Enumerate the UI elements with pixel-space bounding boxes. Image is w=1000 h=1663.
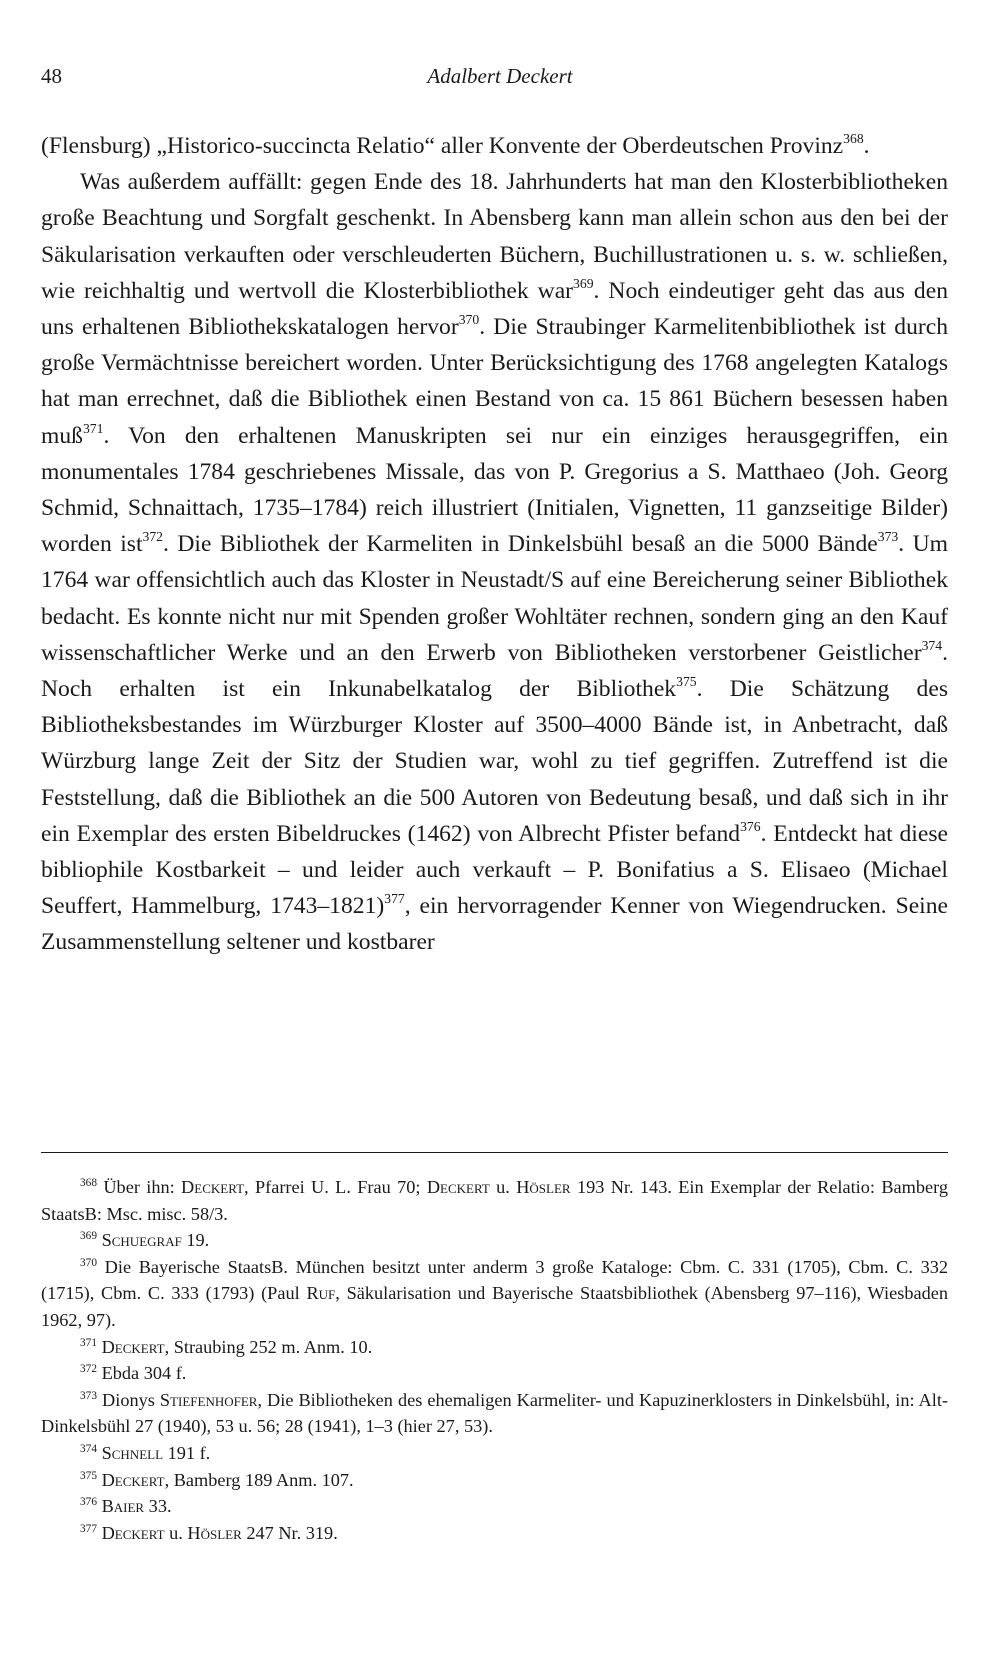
footnote-ref[interactable]: 377	[384, 891, 405, 907]
footnote-number: 375	[80, 1469, 97, 1482]
footnote-369	[41, 1227, 948, 1254]
footnote-ref[interactable]: 374	[921, 638, 943, 653]
footnote-ref[interactable]: 368	[843, 131, 864, 147]
text-run: Dionys	[102, 1389, 160, 1410]
footnote-368	[41, 1174, 948, 1227]
text-run: . Die Schätzung des Bibliotheksbestandes im Würzburger Kloster auf 3500–4000 Bände ist, in Anbetracht, daß Würzburg lange Zeit der Sitz der Studien war, wohl zu tief gegriffen. Zutreffend ist die Feststellung, daß die Bibliothek an die 500 Autoren von Bedeutung besaß, und daß sich in ihr ein Exemplar des ersten Bibeldruckes (1462) von Albrecht Pfister befand	[41, 676, 949, 847]
text-run: 191 f.	[163, 1442, 211, 1463]
text-run: 33.	[144, 1496, 172, 1517]
text-run: . Um 1764 war offensichtlich auch das Kloster in Neustadt/S auf eine Bereicherung seiner Bibliothek bedacht. Es konnte nicht nur mit Spenden großer Wohltäter rechnen, sondern ging an den Kauf wissenschaftlicher Werke und an den Erwerb von Bibliotheken verstorbener Geistlicher	[41, 531, 949, 666]
text-run: Ebda 304 f.	[101, 1363, 187, 1384]
text-run: Was außerdem auffällt: gegen Ende des 18. Jahrhunderts hat man den Klosterbibliotheken große Beachtung und Sorgfalt geschenkt. In Abensberg kann man allein schon aus den bei der Säkularisation verkauften oder verschleuderten Büchern, Buchillustrationen u. s. w. schließen, wie reichhaltig und wertvoll die Klosterbibliothek war	[41, 169, 948, 304]
running-head: Adalbert Deckert	[427, 64, 573, 88]
author-name: Baier	[101, 1496, 145, 1517]
author-name: Deckert	[101, 1469, 165, 1490]
footnote-number: 370	[80, 1256, 97, 1269]
author-name: Schnell	[101, 1442, 164, 1463]
text-run: . Entdeckt hat diese bibliophile Kostbarkeit – und leider auch verkauft – P. Bonifatius a S. Elisaeo (Michael Seuffert, Hammelburg, 1743–1821)	[41, 820, 948, 920]
author-name: Deckert	[101, 1522, 165, 1543]
footnote-ref[interactable]: 370	[458, 312, 480, 328]
text-run: , Säkularisation und Bayerische Staatsbibliothek (Abensberg 97–116), Wiesbaden 1962, 97).	[41, 1283, 949, 1330]
footnote-ref[interactable]: 373	[877, 529, 899, 545]
footnote-374	[41, 1440, 948, 1467]
text-run: , Die Bibliotheken des ehemaligen Karmeliter- und Kapuzinerklosters in Dinkelsbühl, in: Alt-Dinkelsbühl 27 (1940), 53 u. 56; 28 (1941), 1–3 (hier 27, 53).	[41, 1389, 949, 1437]
text-run: 193 Nr. 143. Ein Exemplar der Relatio: Bamberg StaatsB: Msc. misc. 58/3.	[41, 1177, 948, 1224]
text-run: , Straubing 252 m. Anm. 10.	[164, 1336, 373, 1357]
text-run: . Die Straubinger Karmelitenbibliothek ist durch große Vermächtnisse bereichert worden. Unter Berücksichtigung des 1768 angelegten Katalogs hat man errechnet, daß die Bibliothek einen Bestand von ca. 15 861 Büchern besessen haben muß	[41, 314, 948, 449]
paragraph	[41, 164, 948, 960]
footnote-number: 373	[80, 1389, 97, 1402]
text-run: 247 Nr. 319.	[241, 1522, 338, 1543]
footnote-ref[interactable]: 375	[676, 674, 697, 690]
footnote-371	[41, 1334, 948, 1361]
author-name: Deckert	[181, 1177, 245, 1197]
text-run: . Noch erhalten ist ein Inkunabelkatalog der Bibliothek	[41, 639, 948, 703]
footnote-number: 371	[80, 1336, 97, 1349]
page-number: 48	[41, 64, 62, 88]
text-run: , ein hervorragender Kenner von Wiegendrucken. Seine Zusammenstellung seltener und kostbarer	[41, 893, 948, 956]
footnotes	[41, 1174, 948, 1546]
footnote-number: 372	[80, 1363, 97, 1376]
text-run: . Von den erhaltenen Manuskripten sei nur ein einziges herausgegriffen, ein monumentales 1784 geschriebenes Missale, das von P. Gregorius a S. Matthaeo (Joh. Georg Schmid, Schnaittach, 1735–1784) reich illustriert (Initialen, Vignetten, 11 ganzseitige Bilder) worden ist	[41, 422, 948, 558]
author-name: Deckert	[426, 1177, 490, 1197]
text-run: 19.	[181, 1230, 210, 1251]
text-run: Über ihn:	[103, 1177, 182, 1197]
footnote-number: 377	[80, 1522, 97, 1535]
author-name: Schuegraf	[101, 1230, 182, 1251]
footnote-number: 368	[80, 1176, 97, 1189]
footnote-ref[interactable]: 376	[740, 819, 761, 835]
footnote-377	[41, 1520, 948, 1547]
footnote-separator	[41, 1152, 948, 1153]
text-run: , Bamberg 189 Anm. 107.	[164, 1469, 354, 1490]
author-name: Stiefenhofer	[159, 1389, 258, 1410]
text-run: u.	[489, 1177, 517, 1197]
text-run: .	[863, 133, 870, 159]
text-run: u.	[164, 1522, 188, 1543]
footnote-376	[41, 1493, 948, 1520]
footnote-370	[41, 1254, 948, 1334]
author-name: Ruf	[306, 1283, 336, 1304]
footnote-373	[41, 1387, 948, 1440]
text-run: Die Bayerische StaatsB. München besitzt unter anderm 3 große Kataloge: Cbm. C. 331 (1705), Cbm. C. 332 (1715), Cbm. C. 333 (1793) (Paul	[41, 1256, 948, 1304]
author-name: Deckert	[101, 1336, 165, 1357]
text-run: (Flensburg) „Historico-succincta Relatio“ aller Konvente der Oberdeutschen Provinz	[41, 133, 844, 159]
footnote-372	[41, 1360, 948, 1387]
footnote-ref[interactable]: 371	[82, 420, 104, 436]
footnote-ref[interactable]: 372	[142, 529, 164, 545]
footnote-number: 374	[80, 1442, 97, 1455]
author-name: Hösler	[516, 1177, 571, 1197]
text-run: . Die Bibliothek der Karmeliten in Dinkelsbühl besaß an die 5000 Bände	[163, 531, 878, 558]
text-run: . Noch eindeutiger geht das aus den uns erhaltenen Bibliothekskatalogen hervor	[41, 277, 948, 341]
main-text	[41, 128, 948, 961]
footnote-number: 369	[80, 1230, 97, 1243]
text-run: , Pfarrei U. L. Frau 70;	[244, 1177, 427, 1197]
footnote-ref[interactable]: 369	[573, 275, 594, 291]
footnote-375	[41, 1467, 948, 1494]
paragraph	[41, 128, 948, 164]
footnote-number: 376	[80, 1496, 97, 1509]
author-name: Hösler	[187, 1522, 242, 1543]
